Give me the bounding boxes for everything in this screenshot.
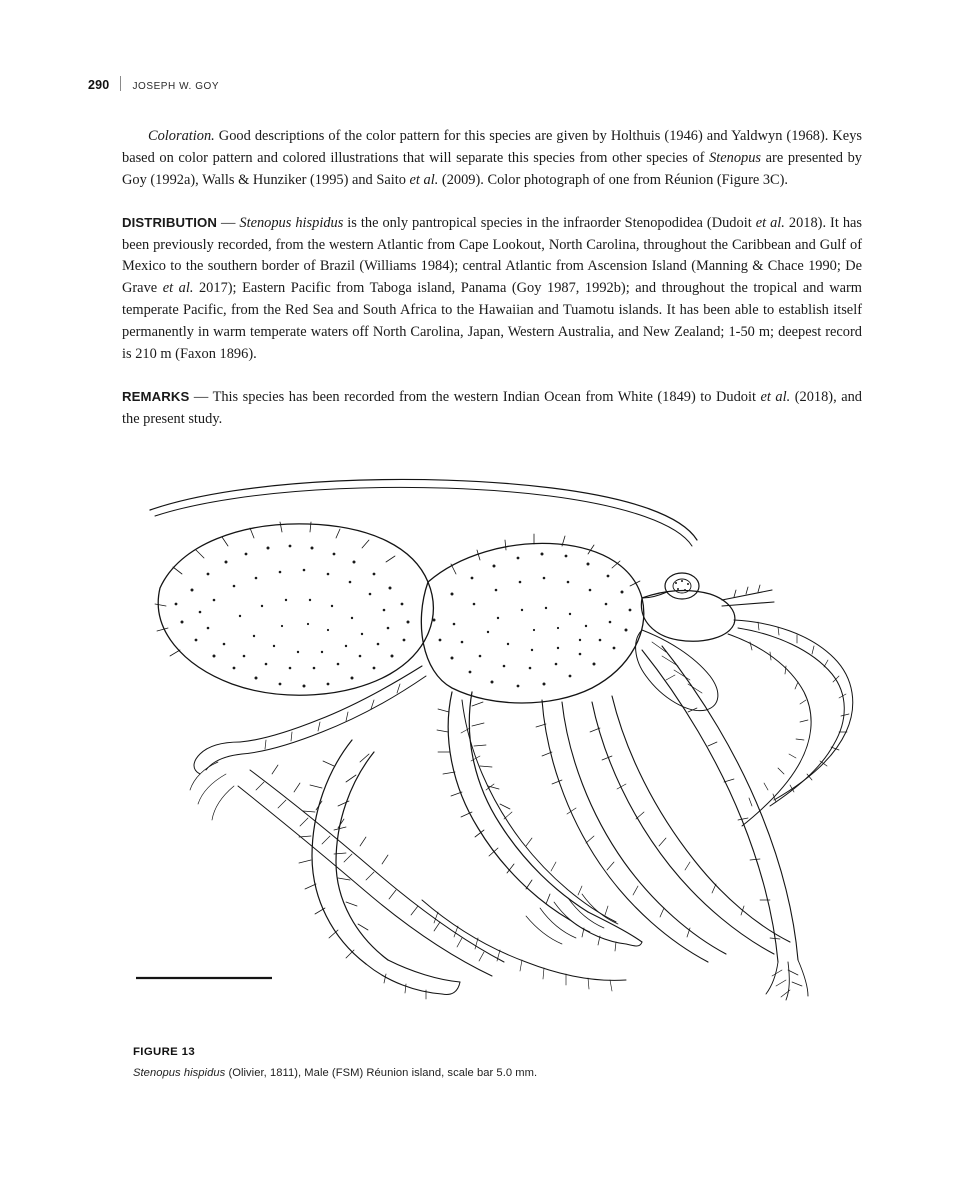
paragraph-coloration xyxy=(122,126,862,192)
distribution-etal-1: et al. xyxy=(755,214,785,231)
figure-caption-rest: (Olivier, 1811), Male (FSM) Réunion island, scale bar 5.0 mm. xyxy=(225,1067,538,1079)
remarks-label: REMARKS xyxy=(122,388,190,404)
distribution-label: DISTRIBUTION xyxy=(122,214,217,230)
running-head-author: JOSEPH W. GOY xyxy=(132,81,220,92)
page-number: 290 xyxy=(88,78,110,92)
remarks-text-2: (2018), and the present study. xyxy=(122,388,862,427)
remarks-text-1: This species has been recorded from the western Indian Ocean from White (1849) to Dudoit xyxy=(212,388,761,405)
coloration-text-1: Good descriptions of the color pattern for this species are given by Holthuis (1946) and Yaldwyn (1968). Keys based on color pattern and colored illustrations that will separate this species from other species of xyxy=(122,128,862,166)
distribution-text-1: is the only pantropical species in the infraorder Stenopodidea (Dudoit xyxy=(343,214,756,231)
figure-illustration xyxy=(122,470,862,1030)
coloration-text-3: (2009). Color photograph of one from Réunion (Figure 3C). xyxy=(438,171,789,188)
figure-caption-species: Stenopus hispidus xyxy=(133,1067,226,1079)
coloration-text-2: are presented by Goy (1992a), Walls & Hunziker (1995) and Saito xyxy=(122,149,862,188)
distribution-text-3: 2017); Eastern Pacific from Taboga island, Panama (Goy 1987, 1992b); and throughout the tropical and warm temperate Pacific, from the Red Sea and South Africa to the Hawaiian and Tuamotu islands. It has been able to establish itself permanently in warm temperate waters off North Carolina, Japan, Western Australia, and New Zealand; 1-50 m; deepest record is 210 m (Faxon 1896). xyxy=(122,280,862,363)
text-column xyxy=(122,126,862,446)
distribution-dash: — xyxy=(216,214,240,231)
figure-caption-text xyxy=(133,1067,537,1079)
running-head xyxy=(88,74,219,92)
distribution-species: Stenopus hispidus xyxy=(239,214,344,231)
figure-caption xyxy=(133,1046,833,1081)
distribution-etal-2: et al. xyxy=(162,280,194,297)
shrimp-line-drawing xyxy=(122,470,862,1030)
coloration-genus: Stenopus xyxy=(709,149,762,166)
coloration-label: Coloration. xyxy=(148,128,215,144)
coloration-etal: et al. xyxy=(409,171,439,188)
running-head-divider xyxy=(120,76,121,91)
remarks-etal: et al. xyxy=(760,388,791,405)
distribution-text-2: 2018). It has been previously recorded, from the western Atlantic from Cape Lookout, North Carolina, throughout the Caribbean and Gulf of Mexico to the southern border of Brazil (Williams 1984); central Atlantic from Ascension Island (Manning & Chace 1990; De Grave xyxy=(122,214,862,297)
paragraph-distribution xyxy=(122,213,862,366)
paragraph-remarks xyxy=(122,387,862,431)
figure-label: FIGURE 13 xyxy=(133,1046,196,1058)
remarks-dash: — xyxy=(189,388,213,405)
